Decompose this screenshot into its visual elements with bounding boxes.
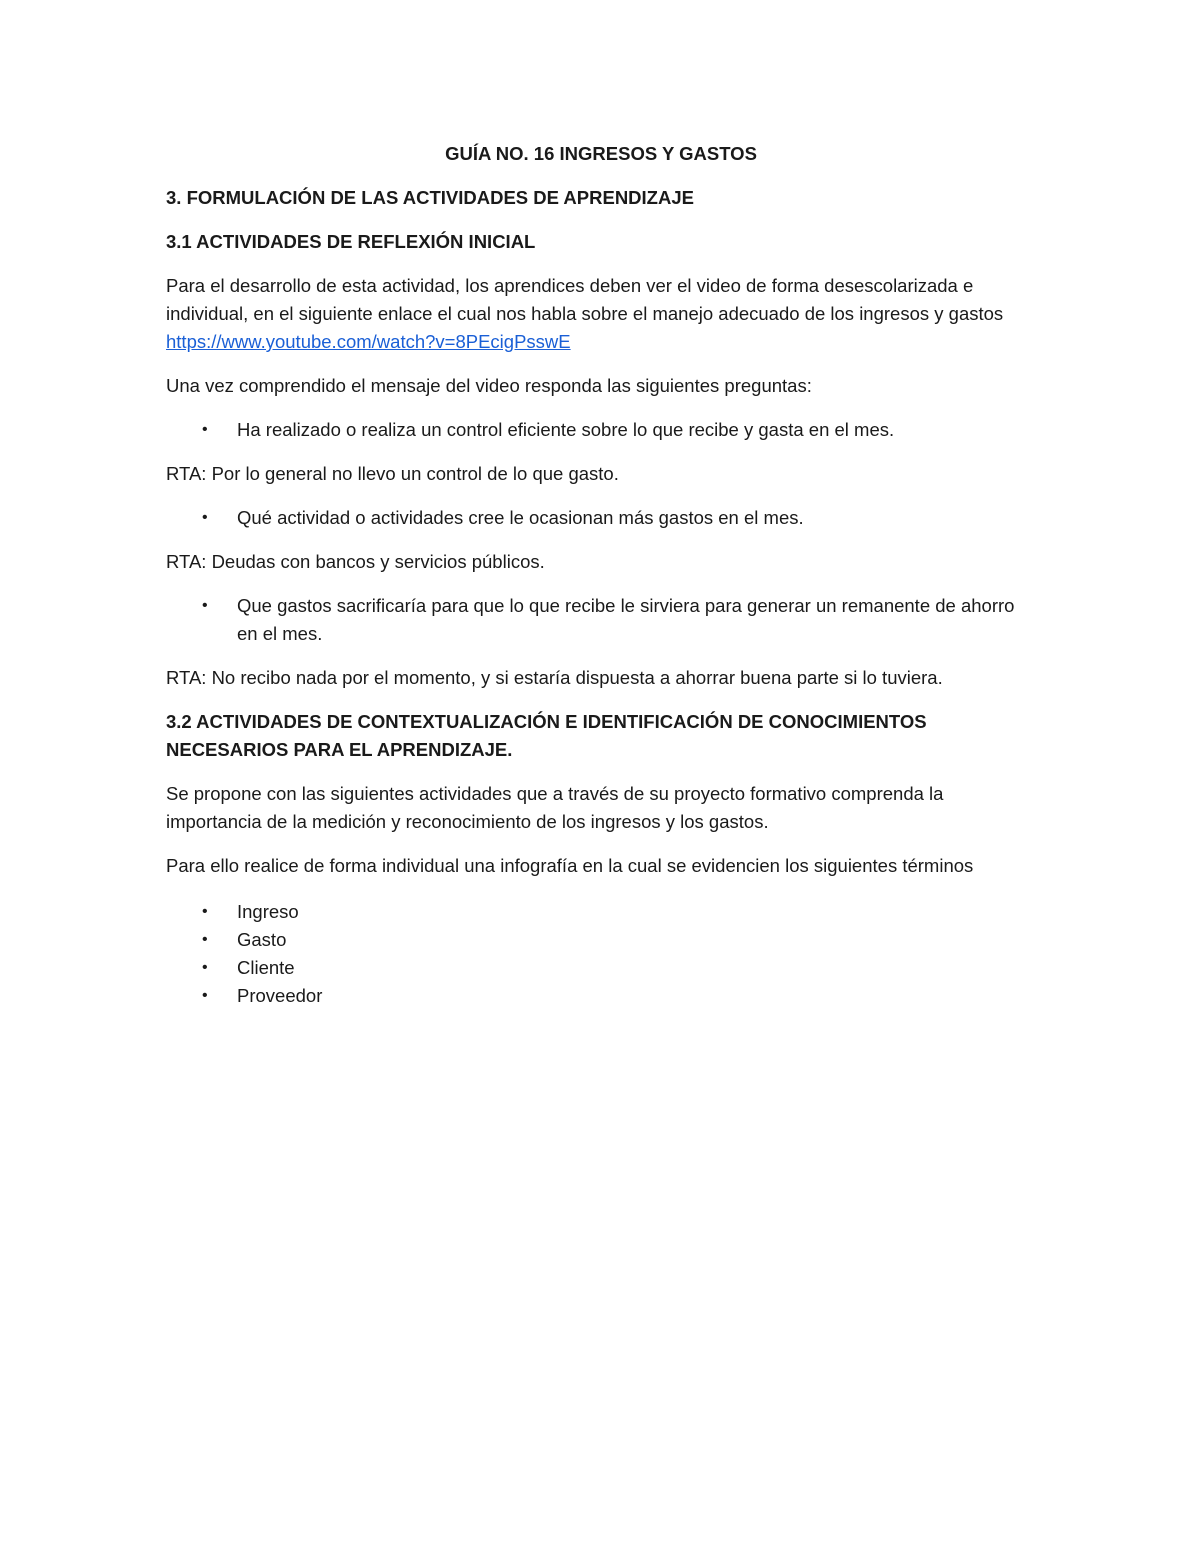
question-3-text: Que gastos sacrificaría para que lo que recibe le sirviera para generar un remanente de ahorro en el mes. — [237, 595, 1015, 644]
bullet-icon: • — [202, 421, 208, 438]
bullet-icon: • — [202, 987, 208, 1004]
term-text: Proveedor — [237, 985, 323, 1006]
question-2-list — [166, 504, 1036, 532]
terms-list — [166, 898, 1036, 1010]
question-3 — [166, 592, 1036, 648]
terms-intro: Para ello realice de forma individual una infografía en la cual se evidencien los siguientes términos — [166, 855, 974, 876]
section-3-1-heading: 3.1 ACTIVIDADES DE REFLEXIÓN INICIAL — [166, 231, 536, 252]
term-item — [166, 926, 1036, 954]
bullet-icon: • — [202, 959, 208, 976]
answer-3: RTA: No recibo nada por el momento, y si estaría dispuesta a ahorrar buena parte si lo tuviera. — [166, 667, 943, 688]
question-2 — [166, 504, 1036, 532]
bullet-icon: • — [202, 509, 208, 526]
answer-1: RTA: Por lo general no llevo un control de lo que gasto. — [166, 463, 619, 484]
answer-2: RTA: Deudas con bancos y servicios públicos. — [166, 551, 545, 572]
term-text: Gasto — [237, 929, 287, 950]
question-1-text: Ha realizado o realiza un control eficiente sobre lo que recibe y gasta en el mes. — [237, 419, 895, 440]
term-item — [166, 954, 1036, 982]
bullet-icon: • — [202, 903, 208, 920]
bullet-icon: • — [202, 931, 208, 948]
question-1 — [166, 416, 1036, 444]
document-page — [166, 140, 1036, 1010]
question-1-list — [166, 416, 1036, 444]
intro-paragraph — [166, 272, 1036, 356]
video-link[interactable]: https://www.youtube.com/watch?v=8PEcigPsswE — [166, 331, 571, 352]
question-3-list — [166, 592, 1036, 648]
section-3-2-paragraph: Se propone con las siguientes actividades que a través de su proyecto formativo comprenda la importancia de la medición y reconocimiento de los ingresos y los gastos. — [166, 783, 944, 832]
section-3-2-heading: 3.2 ACTIVIDADES DE CONTEXTUALIZACIÓN E IDENTIFICACIÓN DE CONOCIMIENTOS NECESARIOS PARA EL APRENDIZAJE. — [166, 711, 927, 760]
section-3-heading: 3. FORMULACIÓN DE LAS ACTIVIDADES DE APRENDIZAJE — [166, 187, 694, 208]
bullet-icon: • — [202, 597, 208, 614]
term-text: Ingreso — [237, 901, 299, 922]
intro-paragraph-text: Para el desarrollo de esta actividad, los aprendices deben ver el video de forma desescolarizada e individual, en el siguiente enlace el cual nos habla sobre el manejo adecuado de los ingresos y gastos — [166, 275, 1004, 324]
term-item — [166, 898, 1036, 926]
questions-intro: Una vez comprendido el mensaje del video responda las siguientes preguntas: — [166, 375, 812, 396]
term-item — [166, 982, 1036, 1010]
question-2-text: Qué actividad o actividades cree le ocasionan más gastos en el mes. — [237, 507, 804, 528]
term-text: Cliente — [237, 957, 295, 978]
document-title: GUÍA NO. 16 INGRESOS Y GASTOS — [445, 143, 757, 164]
